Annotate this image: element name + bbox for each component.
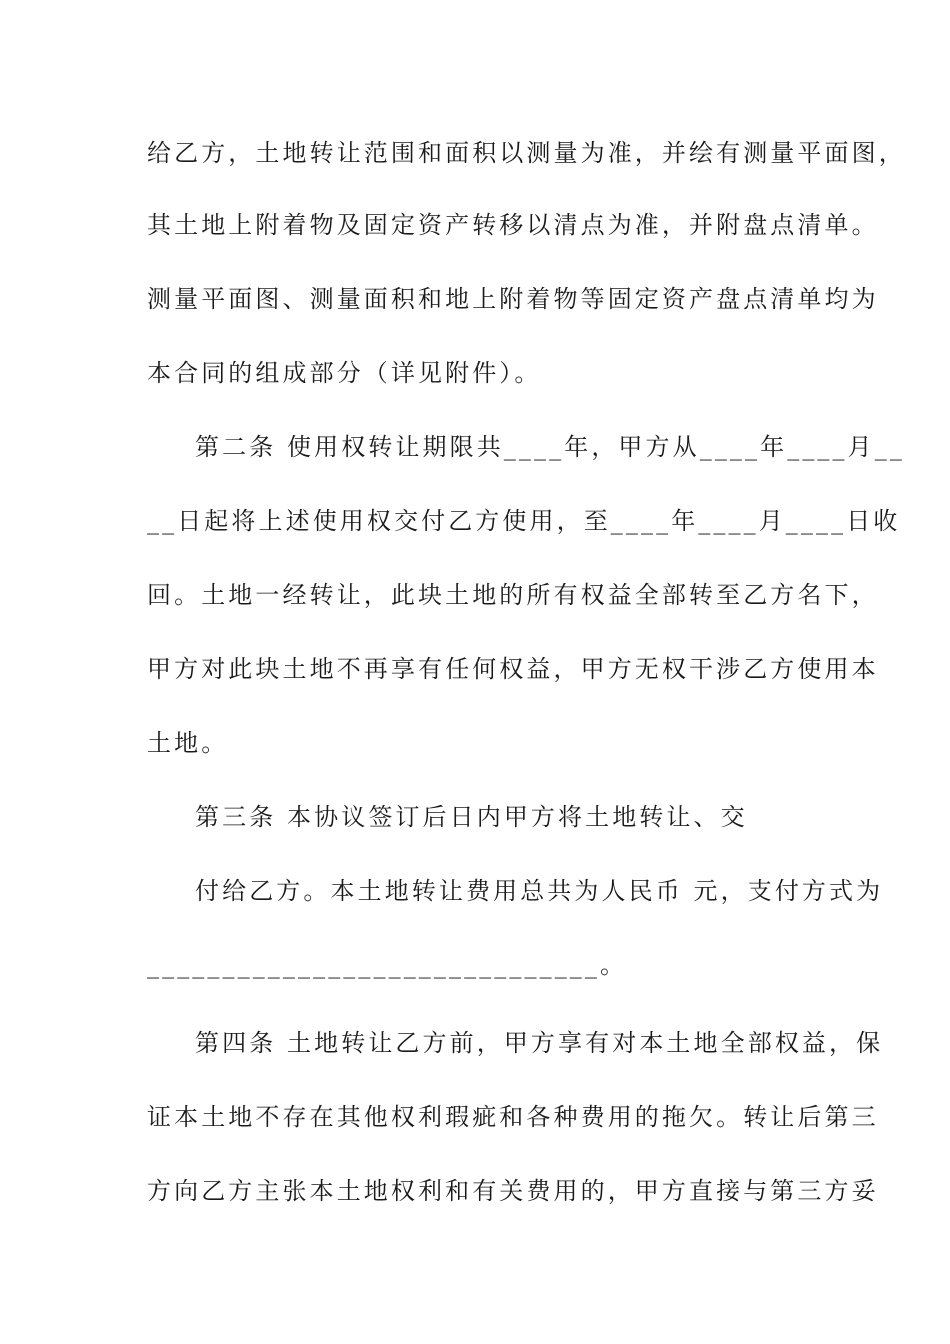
text-line: 给乙方，土地转让范围和面积以测量为准，并绘有测量平面图， [147,139,906,167]
text-line: 甲方对此块土地不再享有任何权益，甲方无权干涉乙方使用本 [147,655,879,683]
text-line: 测量平面图、测量面积和地上附着物等固定资产盘点清单均为 [147,285,879,313]
text-line: 方向乙方主张本土地权利和有关费用的，甲方直接与第三方妥 [147,1177,879,1205]
text-line: 回。土地一经转让，此块土地的所有权益全部转至乙方名下， [147,581,879,609]
text-line: 本合同的组成部分（详见附件）。 [147,359,542,387]
text-line: 证本土地不存在其他权利瑕疵和各种费用的拖欠。转让后第三 [147,1103,879,1131]
article-2-heading-line: 第二条 使用权转让期限共____年，甲方从____年____月__ [195,433,905,461]
text-line: __日起将上述使用权交付乙方使用，至____年____月____日收 [147,507,901,535]
article-4-heading-line: 第四条 土地转让乙方前，甲方享有对本土地全部权益，保 [195,1029,884,1057]
text-line: 付给乙方。本土地转让费用总共为人民币 元，支付方式为 [195,877,884,905]
payment-method-blank-line: ______________________________。 [147,951,628,979]
text-line: 其土地上附着物及固定资产转移以清点为准，并附盘点清单。 [147,211,879,239]
article-3-heading-line: 第三条 本协议签订后日内甲方将土地转让、交 [195,803,748,831]
text-line: 土地。 [147,729,229,757]
